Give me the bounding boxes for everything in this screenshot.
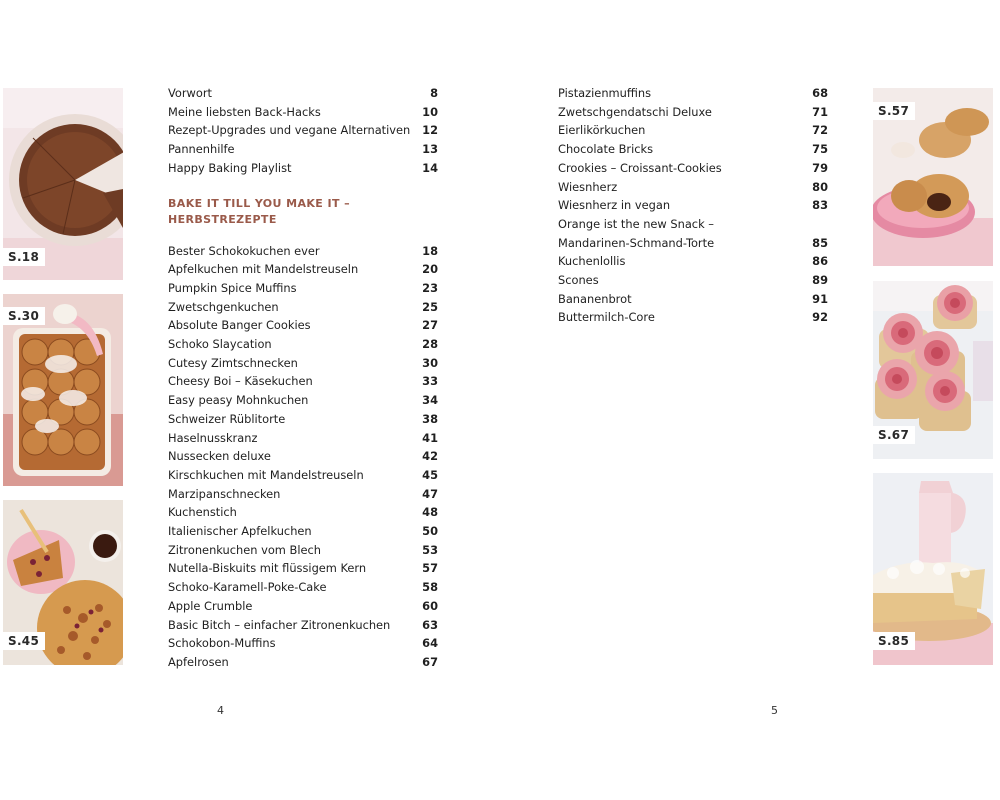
toc-right-page (558, 84, 828, 327)
toc-entry-title (558, 215, 714, 252)
toc-entry (168, 447, 438, 466)
photo-page-label: S.57 (873, 102, 915, 120)
toc-entry (168, 260, 438, 279)
toc-entry-page: 50 (422, 524, 438, 539)
toc-entry-title-text: Pistazienmuffins (558, 86, 652, 100)
toc-entry (168, 597, 438, 616)
photo-page-label: S.45 (3, 632, 45, 650)
photo-page-label: S.85 (873, 632, 915, 650)
toc-entry (168, 121, 438, 140)
toc-entry-page: 79 (812, 160, 828, 175)
toc-entry-page: 72 (812, 123, 828, 138)
toc-entry-title-text: Schoko-Karamell-Poke-Cake (168, 580, 327, 595)
toc-entry-title (168, 653, 229, 672)
toc-entry-title-text: Zwetschgenkuchen (168, 299, 279, 314)
toc-entry (558, 84, 828, 103)
toc-entry-title (168, 522, 312, 541)
toc-entry-title (168, 354, 298, 373)
toc-entry-title-text: Schokobon-Muffins (168, 636, 276, 651)
toc-entry-page: 25 (422, 299, 438, 314)
toc-entry (558, 196, 828, 215)
toc-entry-title (168, 541, 321, 560)
toc-entry (168, 335, 438, 354)
section-heading-line1: BAKE IT TILL YOU MAKE IT – (168, 196, 350, 210)
photo-crumble-cake (3, 500, 123, 665)
toc-entry (558, 290, 828, 309)
toc-entry-title-text: Zwetschgendatschi Deluxe (558, 104, 712, 119)
photo-page-label: S.30 (3, 307, 45, 325)
toc-entry-page: 8 (430, 86, 438, 100)
toc-entry-title-text: Pannenhilfe (168, 142, 235, 157)
toc-entry-title-text: Kuchenstich (168, 505, 237, 520)
toc-entry (168, 242, 438, 261)
toc-entry-title-text: Crookies – Croissant-Cookies (558, 160, 722, 175)
toc-entry-title-text: Easy peasy Mohnkuchen (168, 393, 309, 408)
toc-entry (558, 252, 828, 271)
toc-entry-page: 13 (422, 142, 438, 157)
toc-entry-title (558, 159, 722, 178)
toc-entry (168, 159, 438, 178)
toc-entry-title (168, 159, 291, 178)
toc-entry-title (168, 578, 327, 597)
toc-entry-page: 34 (422, 393, 438, 408)
toc-entry-page: 23 (422, 280, 438, 295)
toc-entry-page: 27 (422, 318, 438, 333)
toc-entry-title (168, 447, 271, 466)
toc-entry (168, 541, 438, 560)
toc-entry-title-text: Bananenbrot (558, 291, 632, 306)
toc-entry-page: 80 (812, 179, 828, 194)
toc-entry-title (168, 121, 410, 140)
toc-entry (558, 215, 828, 252)
toc-entry-title-text: Nutella-Biskuits mit flüssigem Kern (168, 561, 367, 576)
toc-entry (558, 140, 828, 159)
toc-entry-page: 47 (422, 486, 438, 501)
toc-entry-page: 33 (422, 374, 438, 389)
photo-chocolate-cake (3, 88, 123, 280)
toc-entry (168, 354, 438, 373)
toc-entry-page: 18 (422, 243, 438, 258)
toc-entry (168, 391, 438, 410)
toc-entry-page: 57 (422, 561, 438, 576)
toc-entry (168, 429, 438, 448)
toc-entry-title-text: Italienischer Apfelkuchen (168, 524, 312, 539)
toc-entry-title (168, 103, 321, 122)
toc-entry-title (558, 308, 655, 327)
toc-entry-title-text: Meine liebsten Back-Hacks (168, 104, 321, 119)
section-heading (168, 196, 438, 228)
toc-entry-title (558, 121, 645, 140)
toc-entry-page: 28 (422, 337, 438, 352)
toc-entry-title (168, 279, 297, 298)
toc-entry (168, 503, 438, 522)
toc-entry (168, 559, 438, 578)
toc-entry-title (168, 466, 364, 485)
toc-entry-title-text: Scones (558, 273, 599, 288)
toc-entry-title-text: Nussecken deluxe (168, 449, 271, 464)
toc-entry-page: 64 (422, 636, 438, 651)
toc-entry-page: 89 (812, 273, 828, 288)
toc-entry-page: 68 (812, 86, 828, 100)
toc-entry-title (168, 84, 212, 103)
toc-entry-title (168, 298, 279, 317)
page-number-left: 4 (217, 704, 224, 717)
toc-entry-title-text: Vorwort (168, 86, 212, 100)
photo-mandarin-cake (873, 473, 993, 665)
toc-entry-title-text: Schweizer Rüblitorte (168, 411, 286, 426)
toc-entry-title (168, 316, 311, 335)
toc-entry-page: 91 (812, 291, 828, 306)
toc-entry-title-text: Pumpkin Spice Muffins (168, 280, 297, 295)
toc-entry (168, 578, 438, 597)
toc-entry (168, 372, 438, 391)
toc-entry-title-text: Schoko Slaycation (168, 337, 272, 352)
toc-entry-title-text: Apfelkuchen mit Mandelstreuseln (168, 262, 359, 277)
toc-entry-title (168, 597, 252, 616)
toc-entry-title-text-line2: Mandarinen-Schmand-Torte (558, 235, 715, 250)
toc-entry-page: 86 (812, 254, 828, 269)
toc-entry-page: 38 (422, 411, 438, 426)
toc-entry (558, 271, 828, 290)
toc-entry-page: 63 (422, 617, 438, 632)
toc-entry-title (558, 84, 651, 103)
toc-entry-title (558, 252, 625, 271)
toc-entry (168, 140, 438, 159)
toc-entry-title-text: Zitronenkuchen vom Blech (168, 542, 321, 557)
toc-entry-title (168, 634, 276, 653)
toc-entry-page: 20 (422, 262, 438, 277)
toc-entry-title-text: Buttermilch-Core (558, 310, 655, 325)
toc-entry-page: 53 (422, 542, 438, 557)
toc-entry-page: 67 (422, 654, 438, 669)
toc-entry (558, 103, 828, 122)
toc-entry (558, 121, 828, 140)
toc-entry-title (558, 140, 653, 159)
toc-entry-page: 85 (812, 235, 828, 250)
toc-entry (168, 466, 438, 485)
toc-entry-title-text: Marzipanschnecken (168, 486, 281, 501)
photo-cinnamon-rolls (3, 294, 123, 486)
toc-entry-title (168, 140, 235, 159)
toc-entry (168, 485, 438, 504)
section-heading-line2: HERBSTREZEPTE (168, 212, 277, 226)
toc-entry (168, 103, 438, 122)
toc-entry-title-text: Basic Bitch – einfacher Zitronenkuchen (168, 617, 391, 632)
photo-muffins (873, 88, 993, 266)
toc-entry-title (558, 290, 632, 309)
page-number-right: 5 (771, 704, 778, 717)
toc-entry-title (168, 391, 308, 410)
toc-entry-title-text: Rezept-Upgrades und vegane Alternativen (168, 123, 411, 138)
toc-entry-page: 45 (422, 467, 438, 482)
toc-entry-title-text: Apfelrosen (168, 654, 229, 669)
toc-entry-page: 58 (422, 580, 438, 595)
toc-entry (168, 84, 438, 103)
toc-entry-title-text: Orange ist the new Snack – (558, 216, 714, 231)
toc-entry (168, 410, 438, 429)
toc-entry-page: 71 (812, 104, 828, 119)
toc-entry-title-text: Happy Baking Playlist (168, 160, 292, 175)
toc-entry (168, 279, 438, 298)
toc-entry-page: 92 (812, 310, 828, 325)
toc-entry-page: 60 (422, 598, 438, 613)
toc-entry-title (168, 559, 366, 578)
toc-entry-title-text: Bester Schokokuchen ever (168, 243, 320, 258)
toc-entry-title (558, 271, 599, 290)
toc-entry-title (168, 485, 280, 504)
toc-entry-page: 14 (422, 160, 438, 175)
toc-left-page (168, 84, 438, 672)
toc-entry-title (168, 616, 390, 635)
toc-entry (558, 308, 828, 327)
toc-entry-page: 10 (422, 104, 438, 119)
toc-entry (168, 298, 438, 317)
toc-entry-title-text: Chocolate Bricks (558, 142, 654, 157)
toc-entry-title-text: Kuchenlollis (558, 254, 626, 269)
toc-entry-title-text: Cutesy Zimtschnecken (168, 355, 298, 370)
toc-recipe-list (558, 84, 828, 327)
toc-entry (168, 522, 438, 541)
toc-entry (168, 653, 438, 672)
toc-entry-title-text: Absolute Banger Cookies (168, 318, 311, 333)
photo-apple-roses (873, 281, 993, 459)
toc-entry-title (168, 335, 272, 354)
toc-entry-title-text: Kirschkuchen mit Mandelstreuseln (168, 467, 364, 482)
toc-entry-page: 75 (812, 142, 828, 157)
toc-entry-page: 42 (422, 449, 438, 464)
toc-entry (168, 634, 438, 653)
toc-entry-title-text: Haselnusskranz (168, 430, 258, 445)
toc-entry-page: 83 (812, 198, 828, 213)
toc-entry-title-text: Apple Crumble (168, 598, 253, 613)
toc-entry-page: 30 (422, 355, 438, 370)
toc-entry (168, 616, 438, 635)
toc-entry-title (558, 178, 617, 197)
toc-entry-page: 12 (422, 123, 438, 138)
toc-entry-title-text: Wiesnherz in vegan (558, 198, 671, 213)
toc-entry (558, 159, 828, 178)
toc-entry-title (168, 260, 358, 279)
toc-entry-title-text: Eierlikörkuchen (558, 123, 646, 138)
toc-intro-list (168, 84, 438, 178)
toc-entry (558, 178, 828, 197)
toc-entry-title (168, 503, 237, 522)
toc-entry-title (168, 410, 285, 429)
toc-entry (168, 316, 438, 335)
toc-recipe-list (168, 242, 438, 672)
toc-entry-title (558, 196, 670, 215)
toc-entry-title (168, 429, 257, 448)
toc-entry-title-text: Wiesnherz (558, 179, 618, 194)
toc-entry-title-text: Cheesy Boi – Käsekuchen (168, 374, 313, 389)
toc-entry-page: 48 (422, 505, 438, 520)
toc-entry-title (558, 103, 712, 122)
toc-entry-title (168, 242, 320, 261)
photo-page-label: S.18 (3, 248, 45, 266)
toc-entry-page: 41 (422, 430, 438, 445)
toc-entry-title (168, 372, 313, 391)
photo-page-label: S.67 (873, 426, 915, 444)
